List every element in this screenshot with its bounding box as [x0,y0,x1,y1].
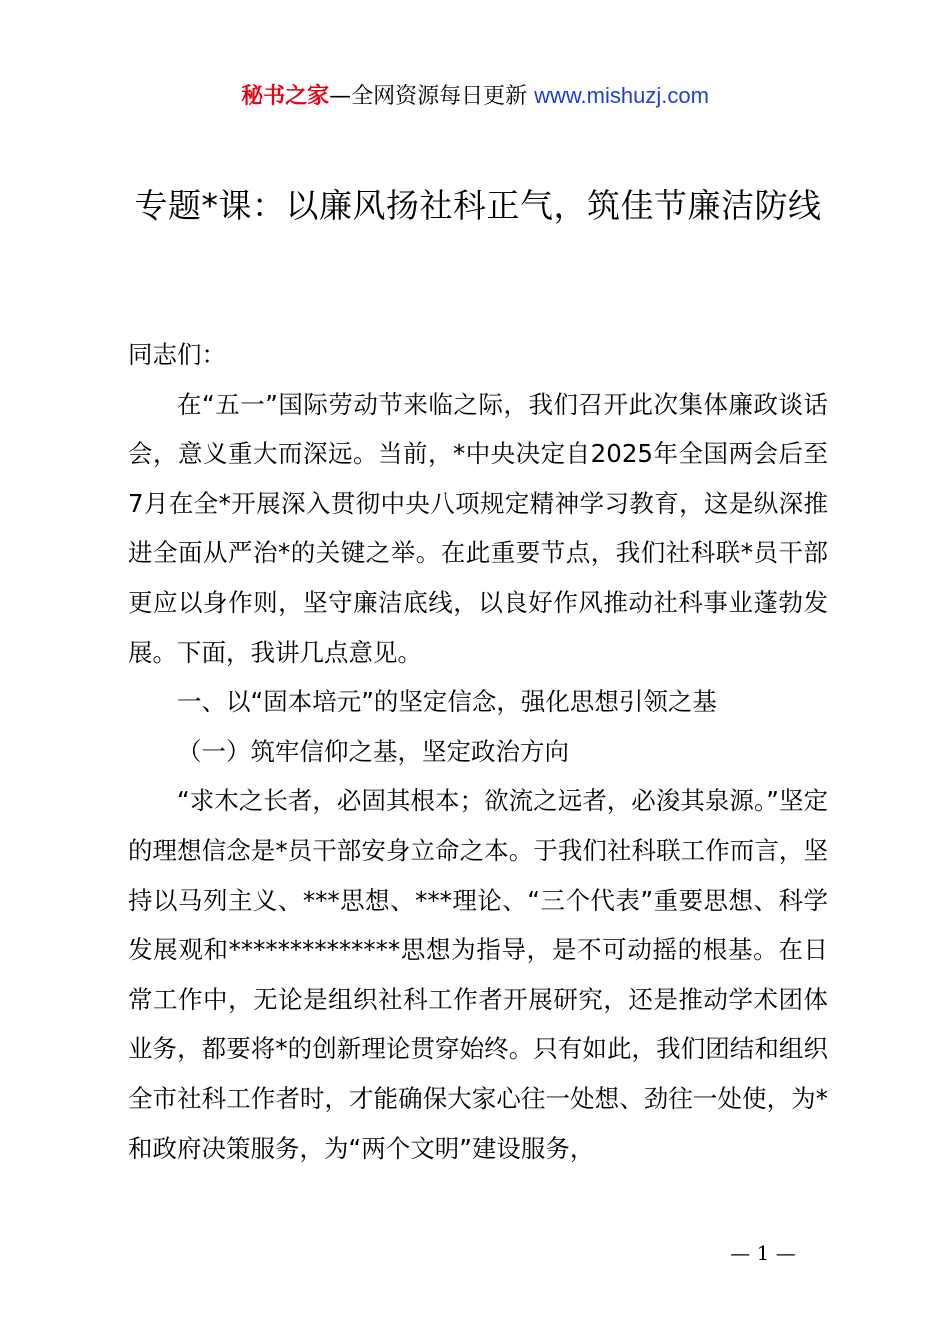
header-url-link[interactable]: www.mishuzj.com [534,83,709,108]
paragraph-intro: 在“五一”国际劳动节来临之际，我们召开此次集体廉政谈话会，意义重大而深远。当前，*中央决定自2025年全国两会后至7月在全*开展深入贯彻中央八项规定精神学习教育，这是纵深推进全面从严治*的关键之举。在此重要节点，我们社科联*员干部更应以身作则，坚守廉洁底线，以良好作风推动社科事业蓬勃发展。下面，我讲几点意见。 [128,389,828,667]
site-header [0,78,950,115]
page-number: — 1 — [730,1241,796,1265]
salutation: 同志们： [128,340,226,369]
subsection-heading-1: （一）筑牢信仰之基，坚定政治方向 [177,736,569,766]
section-heading-1: 一、以“固本培元”的坚定信念，强化思想引领之基 [177,687,717,717]
header-brand: 秘书之家 [241,84,330,109]
header-tagline: —全网资源每日更新 [329,84,535,109]
paragraph-body: “求木之长者，必固其根本；欲流之远者，必浚其泉源。”坚定的理想信念是*员干部安身立命之本。于我们社科联工作而言，坚持以马列主义、***思想、***理论、“三个代表”重要思想、科学发展观和**************思想为指导，是不可动摇的根基。在日常工作中，无论是组织社科工作者开展研究，还是推动学术团体业务，都要将*的创新理论贯穿始终。只有如此，我们团结和组织全市社科工作者时，才能确保大家心往一处想、劲往一处使，为*和政府决策服务，为“两个文明”建设服务， [128,786,828,1163]
document-title: 专题*课：以廉风扬社科正气，筑佳节廉洁防线 [134,186,822,225]
document-body [128,330,828,1173]
